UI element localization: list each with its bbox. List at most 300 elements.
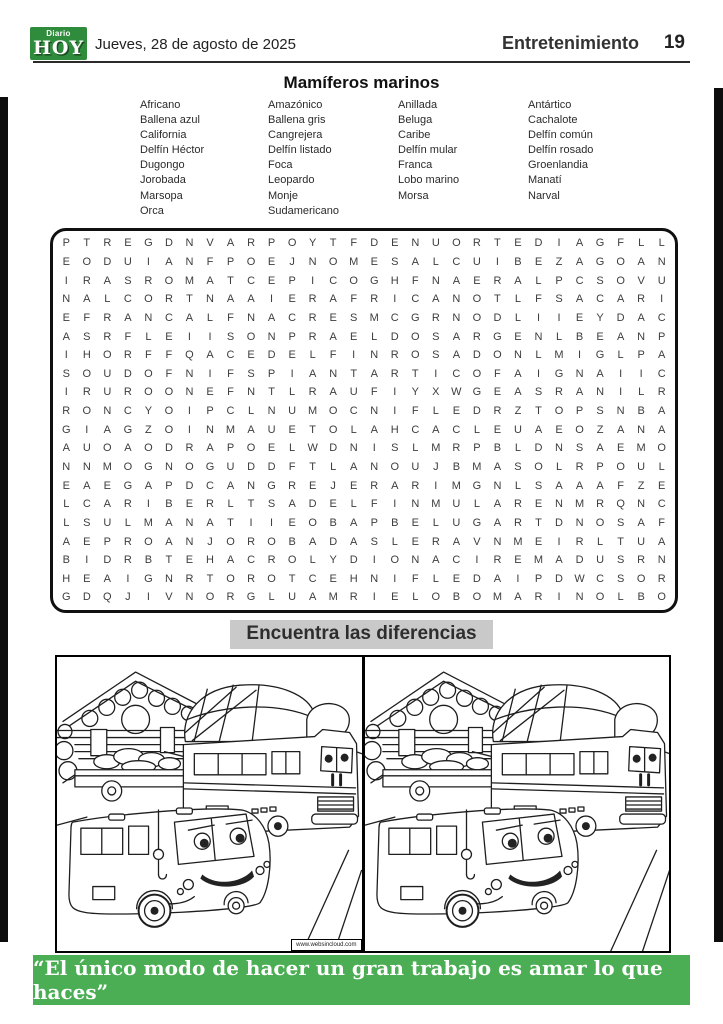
grid-letter: L <box>309 554 316 567</box>
grid-letter: L <box>638 386 645 399</box>
grid-letter: M <box>328 591 338 604</box>
grid-letter: M <box>431 442 441 455</box>
grid-letter: N <box>370 572 379 585</box>
grid-letter: B <box>637 591 645 604</box>
grid-letter: O <box>164 386 174 399</box>
grid-letter: R <box>555 386 563 399</box>
grid-letter: R <box>103 237 112 250</box>
difference-image-left <box>57 657 365 951</box>
grid-letter: L <box>555 461 563 473</box>
grid-letter: S <box>616 572 625 585</box>
grid-letter: N <box>185 255 194 268</box>
grid-letter: L <box>514 293 522 306</box>
grid-letter: S <box>267 498 276 511</box>
grid-letter: O <box>103 349 112 362</box>
grid-letter: D <box>555 572 563 585</box>
grid-letter: A <box>308 367 317 380</box>
grid-letter: R <box>103 330 112 343</box>
grid-letter: A <box>226 237 235 250</box>
grid-letter: O <box>103 442 112 455</box>
grid-letter: R <box>493 554 502 567</box>
grid-letter: H <box>82 349 91 362</box>
grid-letter: I <box>393 498 397 511</box>
grid-letter: M <box>369 311 379 324</box>
grid-letter: B <box>62 554 70 567</box>
grid-letter: N <box>206 423 214 436</box>
grid-letter: N <box>411 498 420 511</box>
grid-letter: N <box>247 311 256 324</box>
grid-letter: O <box>164 405 174 418</box>
word-item: Delfín listado <box>268 144 332 157</box>
grid-letter: M <box>308 405 318 418</box>
grid-letter: A <box>534 423 543 436</box>
grid-letter: E <box>124 237 132 250</box>
grid-letter: N <box>370 461 379 473</box>
grid-letter: N <box>267 330 276 343</box>
grid-letter: V <box>165 591 173 604</box>
grid-letter: R <box>308 330 317 343</box>
grid-letter: R <box>431 535 440 548</box>
grid-letter: G <box>61 423 71 436</box>
grid-letter: D <box>329 535 338 548</box>
grid-letter: A <box>83 293 91 306</box>
grid-letter: N <box>452 293 461 306</box>
grid-letter: A <box>350 535 358 548</box>
grid-letter: A <box>370 423 378 436</box>
grid-letter: O <box>267 572 276 585</box>
grid-letter: D <box>123 367 132 380</box>
grid-letter: O <box>616 274 625 287</box>
grid-letter: S <box>534 386 543 399</box>
word-item: Amazónico <box>268 99 323 111</box>
grid-letter: T <box>329 237 337 250</box>
grid-letter: F <box>617 237 624 250</box>
grid-letter: P <box>206 405 214 418</box>
grid-row <box>56 349 672 361</box>
grid-letter: E <box>391 591 399 604</box>
grid-letter: P <box>226 442 235 455</box>
grid-letter: C <box>575 274 584 287</box>
grid-letter: L <box>268 591 275 604</box>
grid-letter: A <box>350 461 358 473</box>
grid-letter: N <box>637 330 646 343</box>
grid-letter: A <box>391 479 399 492</box>
grid-letter: I <box>557 591 561 604</box>
grid-letter: D <box>534 442 543 455</box>
grid-row <box>56 536 672 548</box>
header-rule <box>33 61 690 63</box>
grid-letter: P <box>267 367 276 380</box>
grid-letter: O <box>657 591 666 604</box>
grid-row <box>56 312 672 324</box>
grid-letter: E <box>83 572 91 585</box>
grid-letter: R <box>247 237 256 250</box>
grid-letter: L <box>617 349 624 362</box>
grid-letter: P <box>637 349 645 362</box>
grid-letter: P <box>62 237 70 250</box>
grid-letter: E <box>267 442 276 455</box>
grid-row <box>56 386 672 398</box>
grid-letter: C <box>390 311 399 324</box>
grid-letter: B <box>514 255 522 268</box>
grid-letter: I <box>187 405 191 418</box>
grid-letter: N <box>411 554 420 567</box>
grid-letter: C <box>226 349 235 362</box>
grid-letter: I <box>516 572 520 585</box>
grid-letter: R <box>472 237 481 250</box>
grid-letter: E <box>329 311 337 324</box>
grid-letter: H <box>62 572 71 585</box>
grid-letter: G <box>246 591 256 604</box>
grid-letter: B <box>165 498 173 511</box>
grid-letter: M <box>636 442 646 455</box>
grid-letter: I <box>434 479 438 492</box>
grid-letter: A <box>185 311 194 324</box>
grid-letter: C <box>206 479 214 492</box>
grid-letter: C <box>308 572 317 585</box>
camper-scene-drawing <box>57 657 362 951</box>
grid-letter: C <box>247 274 256 287</box>
grid-letter: O <box>246 330 256 343</box>
grid-letter: I <box>536 311 541 324</box>
grid-letter: O <box>616 255 625 268</box>
grid-letter: S <box>124 274 132 287</box>
grid-letter: U <box>513 423 522 436</box>
grid-letter: G <box>472 516 482 529</box>
grid-letter: J <box>289 255 295 268</box>
grid-letter: R <box>82 274 91 287</box>
grid-letter: L <box>514 311 522 324</box>
grid-letter: M <box>184 274 195 287</box>
grid-letter: C <box>411 293 420 306</box>
grid-letter: H <box>206 554 214 567</box>
grid-letter: U <box>82 442 91 455</box>
grid-letter: T <box>206 572 214 585</box>
grid-letter: S <box>432 330 440 343</box>
word-item: Monje <box>268 189 298 202</box>
grid-letter: R <box>370 479 379 492</box>
grid-letter: O <box>472 311 482 324</box>
grid-letter: F <box>411 572 419 585</box>
grid-letter: L <box>371 330 378 343</box>
grid-letter: L <box>617 591 624 604</box>
grid-letter: I <box>146 591 150 604</box>
grid-letter: E <box>452 572 461 585</box>
grid-letter: A <box>575 237 584 250</box>
grid-letter: R <box>123 554 132 567</box>
grid-letter: C <box>349 405 358 418</box>
grid-letter: N <box>206 293 214 306</box>
grid-letter: E <box>62 255 70 268</box>
grid-letter: T <box>247 498 255 511</box>
grid-row <box>56 461 672 473</box>
grid-row <box>56 517 672 529</box>
grid-letter: O <box>205 591 215 604</box>
word-column <box>398 98 528 219</box>
grid-letter: E <box>83 535 91 548</box>
grid-letter: O <box>493 349 502 362</box>
grid-letter: T <box>617 535 624 548</box>
grid-letter: V <box>637 274 645 287</box>
grid-letter: Z <box>596 423 604 436</box>
grid-letter: E <box>350 330 358 343</box>
grid-letter: R <box>123 498 132 511</box>
grid-letter: T <box>535 405 542 418</box>
grid-letter: P <box>596 461 604 473</box>
grid-letter: E <box>514 237 522 250</box>
grid-letter: N <box>62 461 71 473</box>
grid-letter: A <box>411 255 419 268</box>
grid-letter: I <box>619 386 623 399</box>
grid-letter: O <box>144 293 153 306</box>
grid-letter: T <box>494 237 501 250</box>
grid-letter: O <box>349 274 358 287</box>
grid-letter: E <box>288 349 296 362</box>
grid-letter: N <box>308 255 317 268</box>
grid-letter: M <box>554 349 564 362</box>
grid-letter: G <box>472 386 482 399</box>
grid-letter: N <box>62 293 71 306</box>
grid-letter: E <box>247 349 255 362</box>
grid-letter: L <box>289 386 296 399</box>
grid-letter: L <box>432 572 439 585</box>
word-item: Lobo marino <box>398 174 460 187</box>
grid-letter: A <box>432 554 440 567</box>
grid-letter: O <box>82 255 92 268</box>
grid-letter: A <box>637 311 645 324</box>
word-item: Delfín rosado <box>528 144 594 157</box>
grid-letter: G <box>595 349 605 362</box>
grid-letter: R <box>493 405 502 418</box>
grid-letter: L <box>412 442 419 455</box>
grid-letter: R <box>185 442 194 455</box>
grid-letter: A <box>616 293 625 306</box>
grid-letter: F <box>227 311 234 324</box>
grid-letter: E <box>350 479 358 492</box>
grid-letter: N <box>82 461 91 473</box>
grid-letter: I <box>557 535 561 548</box>
grid-letter: F <box>411 274 419 287</box>
grid-letter: I <box>393 572 397 585</box>
grid-letter: I <box>639 367 643 380</box>
grid-letter: S <box>514 461 522 473</box>
grid-letter: I <box>372 591 376 604</box>
grid-letter: N <box>657 554 666 567</box>
grid-letter: F <box>350 237 358 250</box>
grid-letter: R <box>103 311 112 324</box>
grid-letter: O <box>554 405 564 418</box>
grid-letter: F <box>227 367 234 380</box>
grid-letter: R <box>575 461 584 473</box>
grid-letter: A <box>514 591 522 604</box>
grid-letter: W <box>451 386 462 399</box>
grid-letter: S <box>596 405 604 418</box>
grid-letter: L <box>555 330 563 343</box>
grid-letter: I <box>126 572 130 585</box>
grid-letter: L <box>638 237 645 250</box>
grid-letter: I <box>249 516 253 529</box>
grid-letter: S <box>391 442 399 455</box>
grid-letter: A <box>575 386 584 399</box>
grid-letter: E <box>329 572 337 585</box>
grid-letter: O <box>452 237 461 250</box>
grid-letter: E <box>391 237 399 250</box>
grid-letter: R <box>349 591 358 604</box>
grid-letter: N <box>555 442 563 455</box>
grid-letter: I <box>393 386 397 399</box>
grid-letter: R <box>247 535 256 548</box>
grid-letter: L <box>658 237 665 250</box>
grid-letter: C <box>657 367 666 380</box>
grid-letter: I <box>619 367 623 380</box>
grid-letter: C <box>452 423 461 436</box>
grid-letter: R <box>144 274 153 287</box>
grid-letter: R <box>472 330 481 343</box>
grid-letter: A <box>308 591 317 604</box>
grid-letter: D <box>185 479 194 492</box>
watermark-url: www.websincloud.com <box>291 939 361 951</box>
grid-letter: N <box>185 591 194 604</box>
grid-row <box>56 424 672 436</box>
word-item: Orca <box>140 204 164 217</box>
differences-title: Encuentra las diferencias <box>230 620 492 649</box>
grid-letter: A <box>555 479 563 492</box>
grid-letter: F <box>288 461 296 473</box>
grid-letter: R <box>308 293 317 306</box>
grid-letter: R <box>431 311 440 324</box>
word-item: Dugongo <box>140 159 185 172</box>
grid-letter: G <box>267 479 276 492</box>
grid-letter: R <box>657 386 666 399</box>
diario-hoy-logo <box>30 27 87 60</box>
grid-row <box>56 275 672 287</box>
grid-letter: A <box>596 367 604 380</box>
word-item: Sudamericano <box>268 204 339 217</box>
grid-letter: A <box>575 255 584 268</box>
grid-letter: P <box>267 237 276 250</box>
grid-letter: V <box>473 535 481 548</box>
grid-letter: M <box>349 255 359 268</box>
grid-letter: U <box>288 591 297 604</box>
grid-letter: E <box>370 255 378 268</box>
grid-letter: C <box>411 423 420 436</box>
grid-letter: A <box>165 516 173 529</box>
grid-row <box>56 442 672 454</box>
grid-letter: L <box>391 535 398 548</box>
grid-letter: O <box>82 405 92 418</box>
grid-letter: O <box>575 423 584 436</box>
grid-letter: B <box>288 535 296 548</box>
grid-letter: V <box>206 237 214 250</box>
grid-letter: D <box>390 330 399 343</box>
grid-letter: C <box>288 311 297 324</box>
grid-letter: D <box>164 237 173 250</box>
grid-letter: N <box>144 311 153 324</box>
camper-scene-drawing-copy <box>365 657 670 951</box>
grid-letter: A <box>658 535 666 548</box>
word-item: Manatí <box>528 174 562 187</box>
grid-letter: O <box>226 535 235 548</box>
grid-letter: X <box>432 386 440 399</box>
grid-letter: O <box>144 442 153 455</box>
grid-letter: I <box>85 554 89 567</box>
grid-letter: E <box>493 386 502 399</box>
grid-letter: A <box>226 293 235 306</box>
grid-letter: T <box>309 461 316 473</box>
grid-letter: E <box>165 330 173 343</box>
grid-letter: C <box>596 572 605 585</box>
word-list <box>140 98 600 219</box>
grid-letter: F <box>411 405 419 418</box>
grid-letter: I <box>557 311 561 324</box>
grid-letter: D <box>103 255 112 268</box>
grid-letter: I <box>393 405 397 418</box>
grid-letter: T <box>350 367 358 380</box>
word-item: Cachalote <box>528 114 578 127</box>
grid-letter: C <box>452 554 461 567</box>
grid-letter: P <box>165 479 173 492</box>
grid-letter: L <box>514 442 522 455</box>
grid-letter: I <box>270 293 274 306</box>
grid-letter: L <box>535 274 542 287</box>
grid-letter: O <box>616 461 625 473</box>
grid-letter: N <box>370 349 379 362</box>
grid-row <box>56 573 672 585</box>
grid-letter: O <box>123 461 133 473</box>
grid-letter: N <box>452 311 461 324</box>
grid-letter: F <box>206 255 214 268</box>
grid-letter: I <box>208 330 212 343</box>
grid-letter: L <box>658 461 665 473</box>
grid-letter: O <box>595 516 605 529</box>
grid-letter: Y <box>596 311 604 324</box>
grid-letter: O <box>144 367 153 380</box>
word-item: Marsopa <box>140 189 183 202</box>
grid-letter: E <box>616 442 625 455</box>
grid-letter: L <box>309 349 316 362</box>
grid-letter: A <box>308 535 317 548</box>
grid-letter: R <box>308 386 317 399</box>
grid-letter: P <box>555 274 563 287</box>
grid-letter: O <box>308 516 317 529</box>
grid-letter: E <box>267 274 276 287</box>
grid-letter: E <box>288 423 296 436</box>
grid-letter: D <box>329 442 338 455</box>
grid-letter: O <box>164 274 174 287</box>
grid-letter: H <box>390 423 399 436</box>
grid-letter: S <box>534 479 543 492</box>
grid-letter: A <box>575 293 584 306</box>
grid-letter: E <box>288 516 296 529</box>
grid-letter: O <box>328 405 338 418</box>
grid-letter: O <box>185 461 194 473</box>
grid-letter: A <box>514 386 522 399</box>
grid-letter: P <box>658 330 666 343</box>
word-column <box>140 98 268 219</box>
grid-letter: L <box>432 255 439 268</box>
grid-letter: T <box>535 516 542 529</box>
grid-letter: M <box>451 479 461 492</box>
quote-text: “El único modo de hacer un gran trabajo es amar lo que haces” <box>33 956 663 1004</box>
grid-letter: D <box>164 442 173 455</box>
grid-row <box>56 554 672 566</box>
grid-letter: C <box>452 367 461 380</box>
grid-letter: D <box>616 311 625 324</box>
word-item: Groenlandia <box>528 159 588 172</box>
grid-letter: E <box>452 405 461 418</box>
grid-letter: N <box>513 349 522 362</box>
grid-letter: E <box>534 535 543 548</box>
